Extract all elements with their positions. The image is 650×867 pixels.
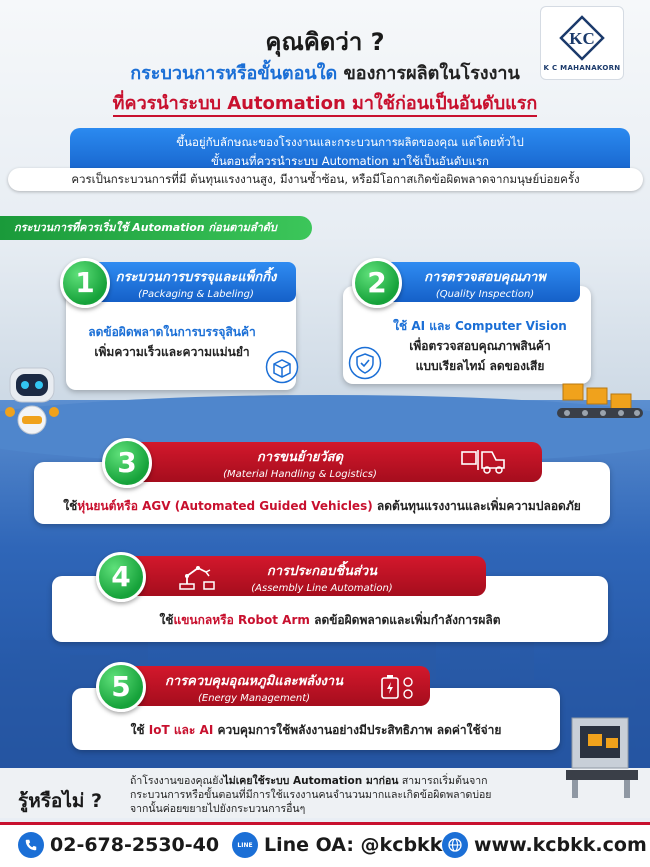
page-subtitle-line3 xyxy=(0,88,650,117)
robot-arm-icon xyxy=(176,560,216,592)
step-1-description xyxy=(72,322,272,362)
step-3-desc-highlight: หุ่นยนต์หรือ AGV (Automated Guided Vehicles) xyxy=(77,499,373,513)
intro-line1: ขึ้นอยู่กับลักษณะของโรงงานและกระบวนการผลิตของคุณ แต่โดยทั่วไป xyxy=(176,135,524,149)
step-4-description xyxy=(52,610,608,630)
step-2-desc-line2: เพื่อตรวจสอบคุณภาพสินค้า xyxy=(409,339,551,353)
footer-website[interactable] xyxy=(442,831,647,859)
step-5-desc-post: ควบคุมการใช้พลังงานอย่างมีประสิทธิภาพ ลดค่าใช้จ่าย xyxy=(213,723,502,737)
step-5-desc-pre: ใช้ xyxy=(130,723,149,737)
step-2-desc-line3: แบบเรียลไทม์ ลดของเสีย xyxy=(415,359,545,373)
robot-mascot-icon xyxy=(2,360,62,440)
subtitle-highlight: กระบวนการหรือขั้นตอนใด xyxy=(130,63,338,84)
globe-icon xyxy=(442,832,468,858)
step-4-desc-post: ลดข้อผิดพลาดและเพิ่มกำลังการผลิต xyxy=(309,613,501,627)
step-3-description xyxy=(34,496,610,516)
step-4-desc-highlight: แขนกลหรือ Robot Arm xyxy=(173,613,310,627)
step-4-header xyxy=(118,556,486,596)
step-2-number: 2 xyxy=(352,258,402,308)
website-url: www.kcbkk.com xyxy=(474,834,647,856)
step-3-subtitle: (Material Handling & Logistics) xyxy=(223,469,377,480)
intro-line3: ควรเป็นกระบวนการที่มี ต้นทุนแรงงานสูง, มีงานซ้ำซ้อน, หรือมีโอกาสเกิดข้อผิดพลาดจากมนุษย์บ่อยครั้ง xyxy=(8,168,643,191)
step-5-number: 5 xyxy=(96,662,146,712)
step-2-description xyxy=(380,316,580,376)
sequence-label: กระบวนการที่ควรเริ่มใช้ Automation ก่อนตามลำดับ xyxy=(0,216,312,240)
step-5-description xyxy=(72,720,560,740)
step-1-header xyxy=(82,262,296,302)
step-1-desc-line1: ลดข้อผิดพลาดในการบรรจุสินค้า xyxy=(88,325,256,339)
step-4-title: การประกอบชิ้นส่วน xyxy=(266,564,378,579)
did-you-know-heading: รู้หรือไม่ ? xyxy=(18,790,103,812)
did-you-know-text xyxy=(130,774,491,816)
line-id: Line OA: @kcbkk xyxy=(264,834,443,856)
box-icon xyxy=(265,350,299,384)
subtitle-line3-text: ที่ควรนำระบบ Automation มาใช้ก่อนเป็นอันดับแรก xyxy=(113,93,538,117)
did-you-know-line1-bold: ไม่เคยใช้ระบบ Automation มาก่อน xyxy=(223,775,399,787)
step-5-title: การควบคุมอุณหภูมิและพลังงาน xyxy=(165,674,343,689)
intro-line2: ขั้นตอนที่ควรนำระบบ Automation มาใช้เป็นอันดับแรก xyxy=(210,154,490,168)
battery-icon xyxy=(378,672,418,702)
footer-phone[interactable] xyxy=(18,831,219,859)
step-1-number: 1 xyxy=(60,258,110,308)
step-3-title: การขนย้ายวัสดุ xyxy=(256,450,344,465)
forklift-icon xyxy=(458,446,508,476)
step-1-desc-line2: เพิ่มความเร็วและความแม่นยำ xyxy=(94,345,250,359)
logo-text: K C MAHANAKORN xyxy=(543,63,621,72)
page-title: คุณคิดว่า ? xyxy=(265,28,385,56)
subtitle-rest: ของการผลิตในโรงงาน xyxy=(343,63,520,84)
step-3-desc-post: ลดต้นทุนแรงงานและเพิ่มความปลอดภัย xyxy=(372,499,581,513)
footer-line[interactable] xyxy=(232,831,442,859)
shield-check-icon xyxy=(348,346,382,380)
did-you-know-line1-post: สามารถเริ่มต้นจาก xyxy=(398,775,488,787)
page-subtitle xyxy=(0,58,650,87)
step-2-desc-line1: ใช้ AI และ Computer Vision xyxy=(393,319,567,333)
conveyor-boxes-icon xyxy=(555,378,645,438)
svg-text:KC: KC xyxy=(569,28,595,48)
step-4-desc-pre: ใช้ xyxy=(159,613,174,627)
step-3-number: 3 xyxy=(102,438,152,488)
did-you-know-line1-pre: ถ้าโรงงานของคุณยัง xyxy=(130,775,224,787)
phone-number: 02-678-2530-40 xyxy=(50,834,220,856)
step-5-subtitle: (Energy Management) xyxy=(197,693,311,704)
step-2-title: การตรวจสอบคุณภาพ xyxy=(424,270,546,285)
line-icon: LINE xyxy=(232,832,258,858)
step-2-subtitle: (Quality Inspection) xyxy=(435,289,535,300)
step-4-number: 4 xyxy=(96,552,146,602)
step-2-header xyxy=(380,262,580,302)
did-you-know-line3: จากนั้นค่อยขยายไปยังกระบวนการอื่นๆ xyxy=(130,803,306,815)
step-3-desc-pre: ใช้ xyxy=(63,499,78,513)
step-1-title: กระบวนการบรรจุและแพ็กกิ้ง xyxy=(115,270,277,285)
assembly-machine-icon xyxy=(562,712,642,802)
step-1-subtitle: (Packaging & Labeling) xyxy=(138,289,254,300)
step-4-subtitle: (Assembly Line Automation) xyxy=(251,583,393,594)
step-5-desc-highlight: IoT และ AI xyxy=(148,723,214,737)
phone-icon xyxy=(18,832,44,858)
did-you-know-line2: กระบวนการหรือขั้นตอนที่มีการใช้แรงงานคนจำนวนมากและเกิดข้อผิดพลาดบ่อย xyxy=(130,789,492,801)
